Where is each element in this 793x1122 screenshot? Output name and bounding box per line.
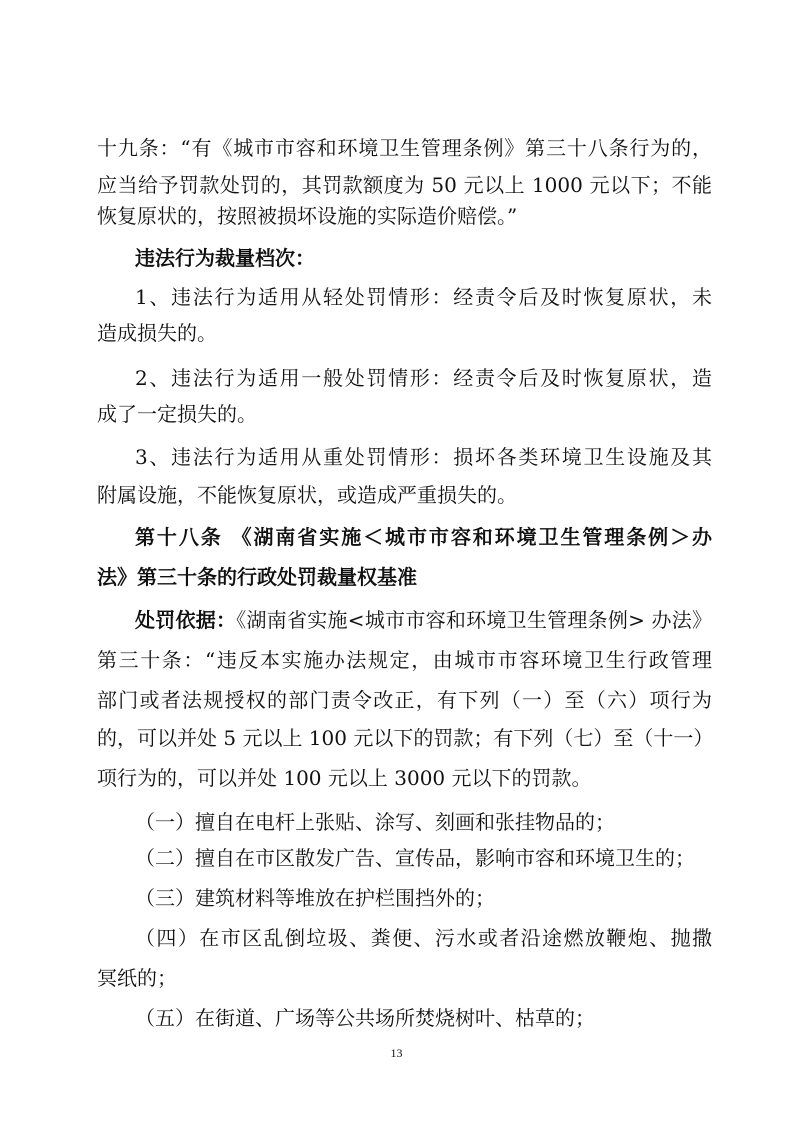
list-item: （四）在市区乱倒垃圾、粪便、污水或者沿途燃放鞭炮、抛撒 [135, 926, 712, 950]
list-item: （五）在街道、广场等公共场所焚烧树叶、枯草的； [135, 1006, 595, 1030]
text-line [135, 607, 712, 633]
text-line: 的，可以并处 5 元以上 100 元以下的罚款；有下列（七）至（十一） [97, 726, 714, 750]
section-heading: 违法行为裁量档次： [135, 246, 315, 270]
article-heading: 第十八条 《湖南省实施＜城市市容和环境卫生管理条例＞办 [135, 525, 712, 549]
list-item-continuation: 冥纸的； [97, 966, 177, 990]
text-line: 1、违法行为适用从轻处罚情形：经责令后及时恢复原状，未 [135, 285, 712, 309]
text-line: 2、违法行为适用一般处罚情形：经责令后及时恢复原状，造 [135, 366, 712, 390]
text-line: 造成损失的。 [97, 321, 217, 345]
list-item: （一）擅自在电杆上张贴、涂写、刻画和张挂物品的； [135, 810, 615, 834]
text-line: 附属设施，不能恢复原状，或造成严重损失的。 [97, 483, 517, 507]
list-item: （三）建筑材料等堆放在护栏围挡外的； [135, 886, 495, 910]
text-line: 项行为的，可以并处 100 元以上 3000 元以下的罚款。 [97, 766, 592, 790]
text-line: 部门或者法规授权的部门责令改正，有下列（一）至（六）项行为 [97, 688, 712, 712]
text-line: 十九条：“有《城市市容和环境卫生管理条例》第三十八条行为的， [97, 136, 712, 160]
page-number: 13 [390, 1046, 403, 1060]
list-item: （二）擅自在市区散发广告、宣传品，影响市容和环境卫生的； [135, 846, 695, 870]
text-line: 应当给予罚款处罚的，其罚款额度为 50 元以上 1000 元以下；不能 [97, 173, 712, 197]
text-line: 成了一定损失的。 [97, 402, 257, 426]
text-line: 恢复原状的，按照被损坏设施的实际造价赔偿。” [97, 204, 518, 228]
article-heading: 法》第三十条的行政处罚裁量权基准 [97, 565, 417, 589]
text-line: 3、违法行为适用从重处罚情形：损坏各类环境卫生设施及其 [135, 445, 712, 469]
text-line: 第三十条：“违反本实施办法规定，由城市市容环境卫生行政管理 [97, 648, 712, 672]
basis-text: 《湖南省实施<城市市容和环境卫生管理条例> 办法》 [236, 608, 713, 632]
basis-label: 处罚依据： [135, 608, 237, 632]
